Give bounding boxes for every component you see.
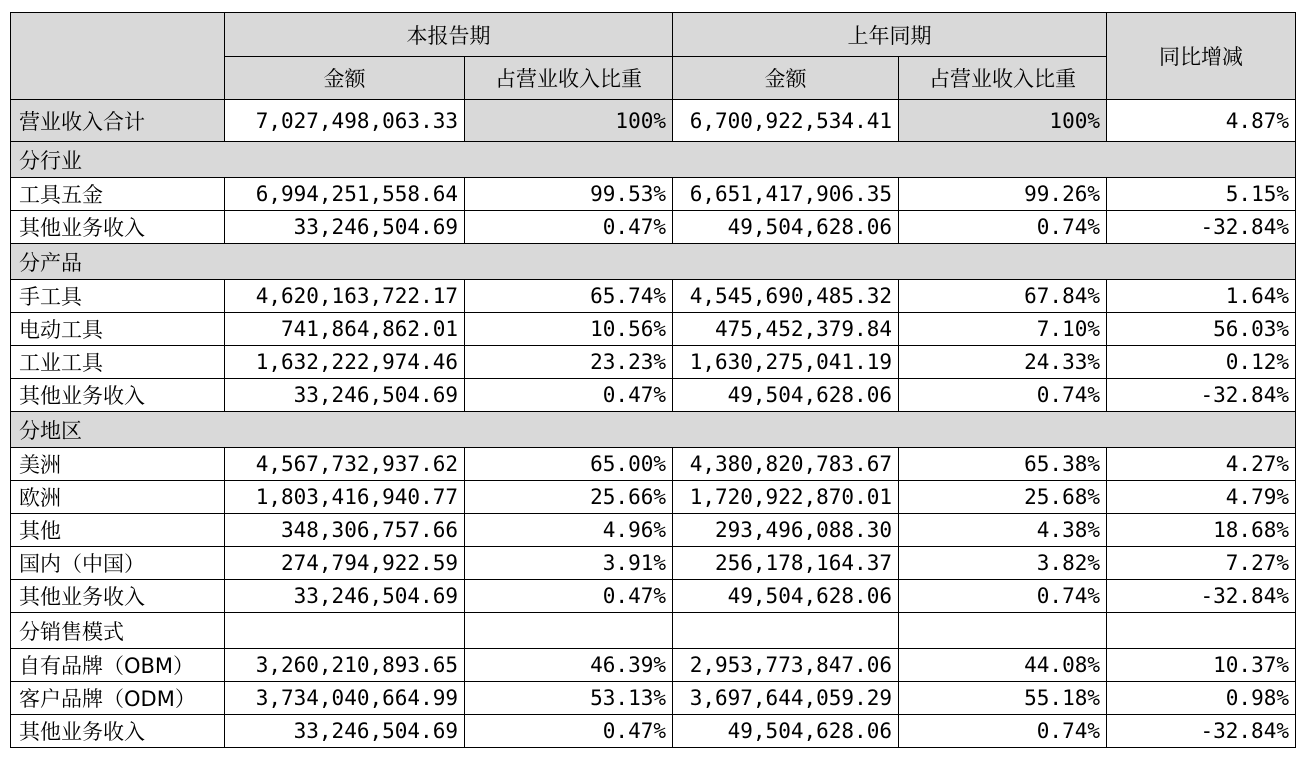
row-label: 其他业务收入 — [11, 379, 225, 412]
current-share-cell: 46.39% — [465, 649, 673, 682]
current-share-cell: 65.00% — [465, 448, 673, 481]
prior-share-cell: 0.74% — [899, 379, 1107, 412]
prior-share-cell: 67.84% — [899, 280, 1107, 313]
yoy-change-cell: 0.12% — [1107, 346, 1296, 379]
empty-cell — [225, 613, 465, 649]
row-label: 手工具 — [11, 280, 225, 313]
current-share-cell: 4.96% — [465, 514, 673, 547]
table-row — [11, 547, 1296, 580]
current-share-cell: 0.47% — [465, 580, 673, 613]
current-amount-cell: 4,620,163,722.17 — [225, 280, 465, 313]
row-label: 其他 — [11, 514, 225, 547]
row-label: 自有品牌（OBM） — [11, 649, 225, 682]
yoy-change-cell: -32.84% — [1107, 715, 1296, 748]
section-title: 分行业 — [11, 142, 1296, 178]
header-prior-amount: 金额 — [673, 57, 899, 100]
prior-amount-cell: 6,700,922,534.41 — [673, 100, 899, 142]
current-share-cell: 53.13% — [465, 682, 673, 715]
table-row — [11, 280, 1296, 313]
yoy-change-cell: 56.03% — [1107, 313, 1296, 346]
current-amount-cell: 3,734,040,664.99 — [225, 682, 465, 715]
current-share-cell: 23.23% — [465, 346, 673, 379]
prior-amount-cell: 4,545,690,485.32 — [673, 280, 899, 313]
section-header-row — [11, 613, 1296, 649]
prior-share-cell: 99.26% — [899, 178, 1107, 211]
yoy-change-cell: 10.37% — [1107, 649, 1296, 682]
section-title: 分地区 — [11, 412, 1296, 448]
prior-share-cell: 0.74% — [899, 715, 1107, 748]
current-share-cell: 3.91% — [465, 547, 673, 580]
current-amount-cell: 274,794,922.59 — [225, 547, 465, 580]
header-prior-share: 占营业收入比重 — [899, 57, 1107, 100]
prior-amount-cell: 1,630,275,041.19 — [673, 346, 899, 379]
section-header-row — [11, 412, 1296, 448]
prior-amount-cell: 475,452,379.84 — [673, 313, 899, 346]
row-label: 客户品牌（ODM） — [11, 682, 225, 715]
row-label: 美洲 — [11, 448, 225, 481]
yoy-change-cell: -32.84% — [1107, 211, 1296, 244]
table-row — [11, 313, 1296, 346]
table-row — [11, 715, 1296, 748]
row-label: 其他业务收入 — [11, 715, 225, 748]
prior-share-cell: 55.18% — [899, 682, 1107, 715]
empty-cell — [673, 613, 899, 649]
prior-share-cell: 65.38% — [899, 448, 1107, 481]
current-share-cell: 10.56% — [465, 313, 673, 346]
row-label: 电动工具 — [11, 313, 225, 346]
table-row — [11, 346, 1296, 379]
header-prior-period: 上年同期 — [673, 13, 1107, 57]
header-yoy-change: 同比增减 — [1107, 13, 1296, 100]
current-amount-cell: 1,632,222,974.46 — [225, 346, 465, 379]
prior-amount-cell: 6,651,417,906.35 — [673, 178, 899, 211]
prior-share-cell: 0.74% — [899, 211, 1107, 244]
prior-share-cell: 3.82% — [899, 547, 1107, 580]
yoy-change-cell: 7.27% — [1107, 547, 1296, 580]
row-label: 营业收入合计 — [11, 100, 225, 142]
prior-amount-cell: 293,496,088.30 — [673, 514, 899, 547]
total-revenue-row — [11, 100, 1296, 142]
table-row — [11, 379, 1296, 412]
yoy-change-cell: 18.68% — [1107, 514, 1296, 547]
current-amount-cell: 3,260,210,893.65 — [225, 649, 465, 682]
prior-share-cell: 7.10% — [899, 313, 1107, 346]
table-row — [11, 514, 1296, 547]
yoy-change-cell: 1.64% — [1107, 280, 1296, 313]
table-row — [11, 649, 1296, 682]
table-row — [11, 682, 1296, 715]
prior-amount-cell: 49,504,628.06 — [673, 211, 899, 244]
current-share-cell: 25.66% — [465, 481, 673, 514]
current-amount-cell: 33,246,504.69 — [225, 379, 465, 412]
row-label: 国内（中国） — [11, 547, 225, 580]
prior-share-cell: 25.68% — [899, 481, 1107, 514]
table-row — [11, 178, 1296, 211]
prior-amount-cell: 2,953,773,847.06 — [673, 649, 899, 682]
revenue-composition-table — [10, 12, 1296, 748]
prior-amount-cell: 3,697,644,059.29 — [673, 682, 899, 715]
current-amount-cell: 741,864,862.01 — [225, 313, 465, 346]
current-share-cell: 65.74% — [465, 280, 673, 313]
yoy-change-cell: 4.79% — [1107, 481, 1296, 514]
prior-amount-cell: 1,720,922,870.01 — [673, 481, 899, 514]
header-current-amount: 金额 — [225, 57, 465, 100]
yoy-change-cell: 0.98% — [1107, 682, 1296, 715]
table-row — [11, 481, 1296, 514]
header-current-share: 占营业收入比重 — [465, 57, 673, 100]
prior-share-cell: 24.33% — [899, 346, 1107, 379]
current-amount-cell: 348,306,757.66 — [225, 514, 465, 547]
row-label: 欧洲 — [11, 481, 225, 514]
section-header-row — [11, 142, 1296, 178]
current-amount-cell: 33,246,504.69 — [225, 211, 465, 244]
header-blank-cell — [11, 13, 225, 100]
table-row — [11, 211, 1296, 244]
prior-amount-cell: 256,178,164.37 — [673, 547, 899, 580]
prior-share-cell: 100% — [899, 100, 1107, 142]
section-title: 分产品 — [11, 244, 1296, 280]
prior-amount-cell: 4,380,820,783.67 — [673, 448, 899, 481]
current-amount-cell: 33,246,504.69 — [225, 580, 465, 613]
empty-cell — [899, 613, 1107, 649]
row-label: 其他业务收入 — [11, 580, 225, 613]
section-title: 分销售模式 — [11, 613, 225, 649]
section-header-row — [11, 244, 1296, 280]
prior-share-cell: 44.08% — [899, 649, 1107, 682]
yoy-change-cell: -32.84% — [1107, 379, 1296, 412]
row-label: 工具五金 — [11, 178, 225, 211]
yoy-change-cell: 4.27% — [1107, 448, 1296, 481]
prior-amount-cell: 49,504,628.06 — [673, 379, 899, 412]
row-label: 工业工具 — [11, 346, 225, 379]
empty-cell — [1107, 613, 1296, 649]
current-share-cell: 0.47% — [465, 379, 673, 412]
current-amount-cell: 6,994,251,558.64 — [225, 178, 465, 211]
current-share-cell: 100% — [465, 100, 673, 142]
current-amount-cell: 1,803,416,940.77 — [225, 481, 465, 514]
current-amount-cell: 33,246,504.69 — [225, 715, 465, 748]
prior-share-cell: 0.74% — [899, 580, 1107, 613]
row-label: 其他业务收入 — [11, 211, 225, 244]
current-amount-cell: 4,567,732,937.62 — [225, 448, 465, 481]
yoy-change-cell: 4.87% — [1107, 100, 1296, 142]
current-share-cell: 0.47% — [465, 715, 673, 748]
current-amount-cell: 7,027,498,063.33 — [225, 100, 465, 142]
yoy-change-cell: -32.84% — [1107, 580, 1296, 613]
header-current-period: 本报告期 — [225, 13, 673, 57]
prior-share-cell: 4.38% — [899, 514, 1107, 547]
prior-amount-cell: 49,504,628.06 — [673, 715, 899, 748]
yoy-change-cell: 5.15% — [1107, 178, 1296, 211]
table-row — [11, 580, 1296, 613]
table-row — [11, 448, 1296, 481]
current-share-cell: 99.53% — [465, 178, 673, 211]
current-share-cell: 0.47% — [465, 211, 673, 244]
empty-cell — [465, 613, 673, 649]
prior-amount-cell: 49,504,628.06 — [673, 580, 899, 613]
